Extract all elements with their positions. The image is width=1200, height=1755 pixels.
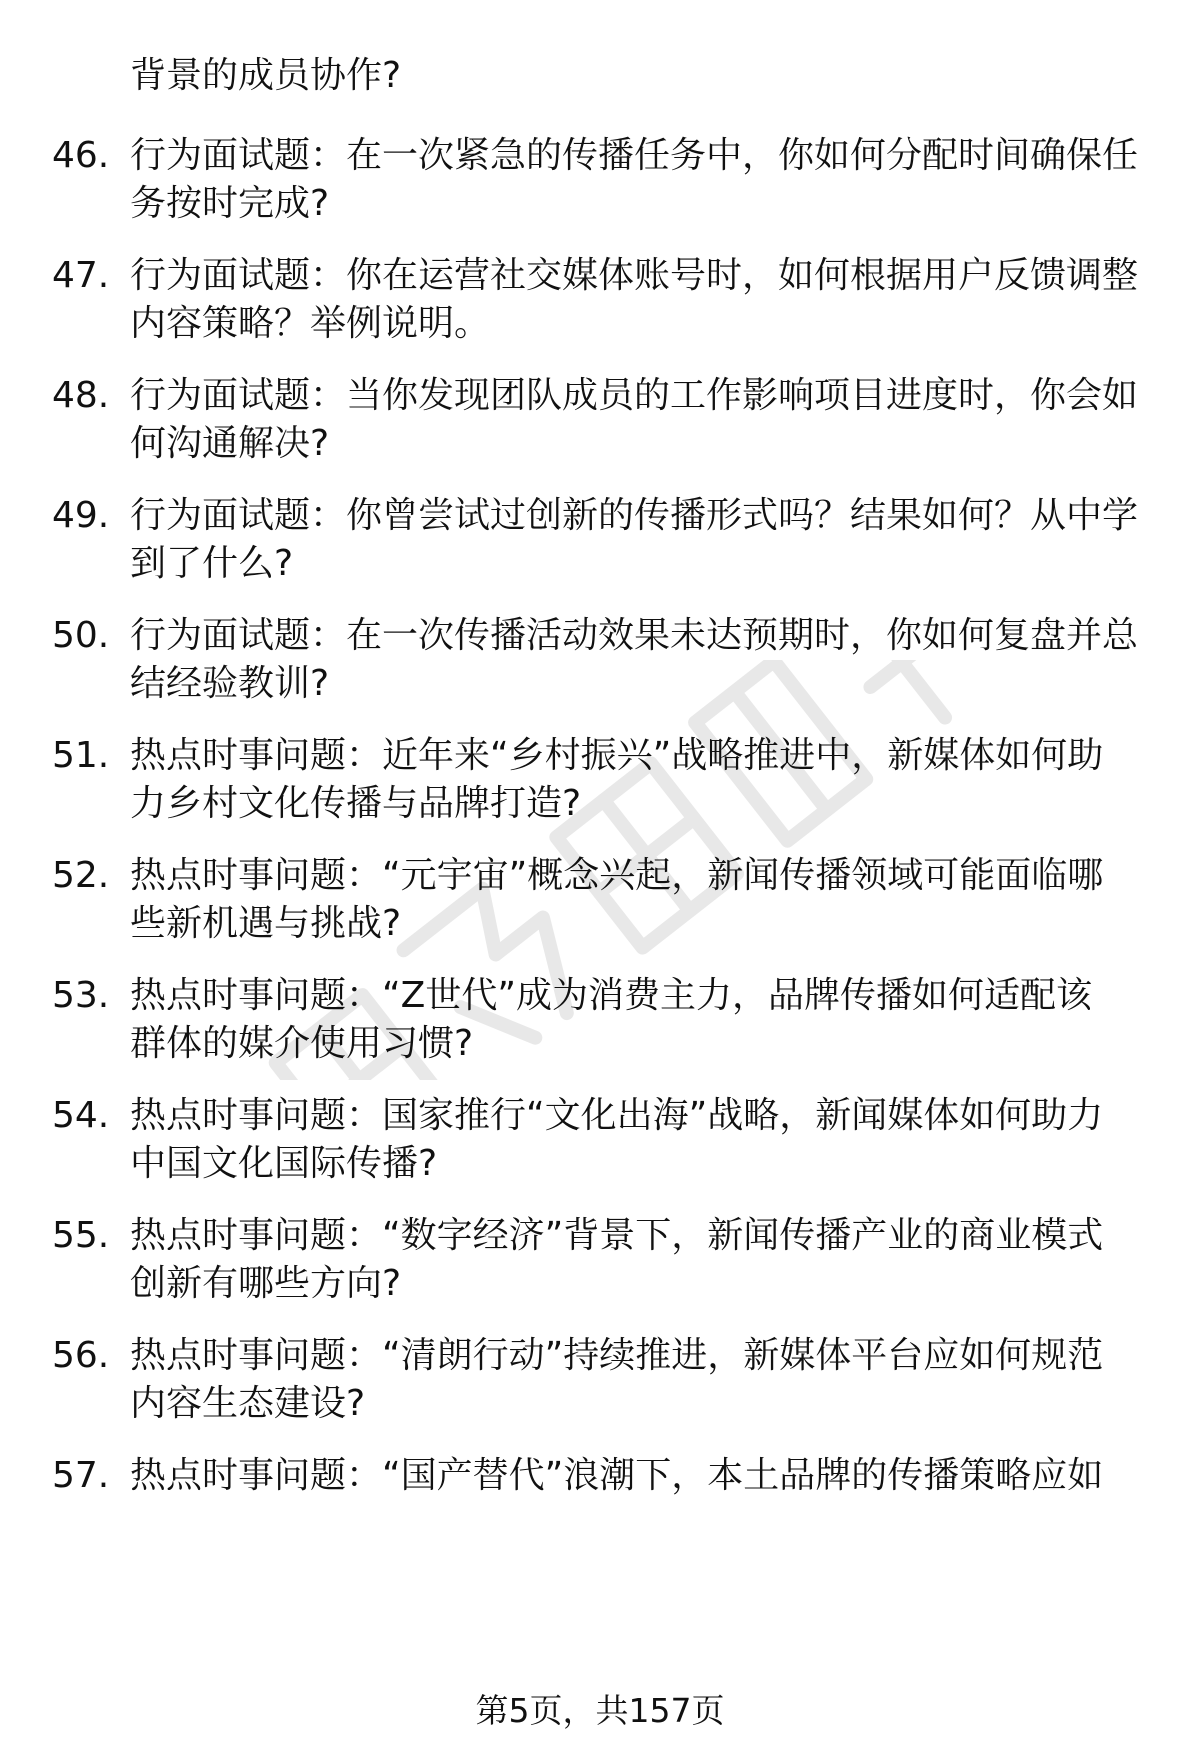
question-line: 行为面试题：在一次紧急的传播任务中，你如何分配时间确保任 — [130, 135, 1139, 176]
question-line: 热点时事问题：“清朗行动”持续推进，新媒体平台应如何规范 — [130, 1335, 1104, 1376]
question-text — [130, 1212, 1140, 1308]
question-line: 力乡村文化传播与品牌打造? — [130, 783, 582, 824]
question-text — [130, 732, 1140, 828]
item-number: 50. — [52, 615, 110, 656]
question-text — [130, 1092, 1140, 1188]
page-footer: 第5页，共157页 — [475, 1691, 725, 1730]
item-number: 53. — [52, 975, 110, 1016]
item-number: 49. — [52, 495, 110, 536]
question-line: 到了什么? — [130, 543, 294, 584]
question-line: 行为面试题：当你发现团队成员的工作影响项目进度时，你会如 — [130, 375, 1139, 416]
question-text — [130, 252, 1140, 348]
item-number: 51. — [52, 735, 110, 776]
question-text — [130, 1452, 1140, 1500]
question-line: 群体的媒介使用习惯? — [130, 1023, 474, 1064]
question-line: 中国文化国际传播? — [130, 1143, 438, 1184]
item-number: 55. — [52, 1215, 110, 1256]
question-text — [130, 612, 1140, 708]
item-number: 46. — [52, 135, 110, 176]
question-line: 背景的成员协作? — [130, 55, 402, 96]
question-line: 行为面试题：在一次传播活动效果未达预期时，你如何复盘并总 — [130, 615, 1139, 656]
question-line: 热点时事问题：“元宇宙”概念兴起，新闻传播领域可能面临哪 — [130, 855, 1104, 896]
item-number: 47. — [52, 255, 110, 296]
question-line: 内容生态建设? — [130, 1383, 366, 1424]
item-number: 54. — [52, 1095, 110, 1136]
question-line: 热点时事问题：“Z世代”成为消费主力，品牌传播如何适配该 — [130, 975, 1092, 1016]
question-text — [130, 372, 1140, 468]
item-number: 56. — [52, 1335, 110, 1376]
question-text — [130, 1332, 1140, 1428]
item-number: 57. — [52, 1455, 110, 1496]
question-text — [130, 852, 1140, 948]
question-line: 热点时事问题：近年来“乡村振兴”战略推进中，新媒体如何助 — [130, 735, 1104, 776]
question-text — [130, 492, 1140, 588]
question-text — [130, 52, 1140, 100]
question-line: 行为面试题：你在运营社交媒体账号时，如何根据用户反馈调整 — [130, 255, 1139, 296]
question-line: 行为面试题：你曾尝试过创新的传播形式吗？结果如何？从中学 — [130, 495, 1139, 536]
question-line: 热点时事问题：“数字经济”背景下，新闻传播产业的商业模式 — [130, 1215, 1104, 1256]
question-line: 创新有哪些方向? — [130, 1263, 402, 1304]
question-line: 内容策略？举例说明。 — [130, 303, 491, 344]
item-number: 48. — [52, 375, 110, 416]
question-text — [130, 132, 1140, 228]
question-line: 热点时事问题：国家推行“文化出海”战略，新闻媒体如何助力 — [130, 1095, 1104, 1136]
question-line: 结经验教训? — [130, 663, 330, 704]
question-text — [130, 972, 1140, 1068]
question-line: 务按时完成? — [130, 183, 330, 224]
question-line: 何沟通解决? — [130, 423, 330, 464]
question-line: 些新机遇与挑战? — [130, 903, 402, 944]
question-line: 热点时事问题：“国产替代”浪潮下，本土品牌的传播策略应如 — [130, 1455, 1104, 1496]
item-number: 52. — [52, 855, 110, 896]
